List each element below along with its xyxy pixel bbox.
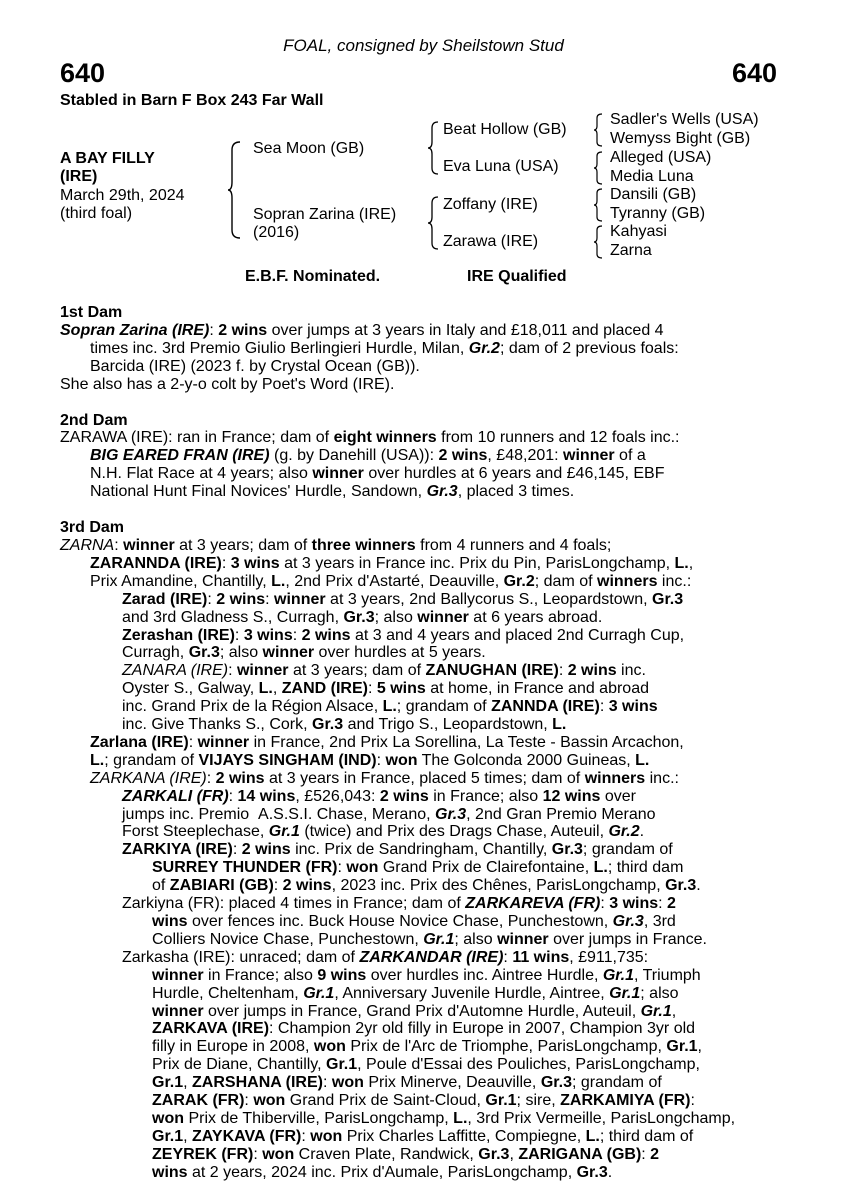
second-dam-entry: ZARAWA (IRE): ran in France; dam of eight winners from 10 runners and 12 foals inc.: [60,429,680,447]
sire-dam: Eva Luna (USA) [443,158,559,175]
dam-year: (2016) [253,224,300,241]
foal-note: (third foal) [60,205,133,222]
ds-brace [594,187,604,223]
dam-sire: Zoffany (IRE) [443,196,538,213]
pedigree-brace-main [228,140,242,240]
zarkiya-entry: ZARKIYA (IRE): 2 wins inc. Prix de Sandringham, Chantilly, Gr.3; grandam of SURREY THUNDER (FR): won Grand Prix de Clairefontaine, L.; third dam of ZABIARI (GB): 2 wins, 2023 inc. Prix des Chênes, ParisLongchamp, Gr.3. [122,841,701,895]
third-dam-entry: ZARNA: winner at 3 years; dam of three winners from 4 runners and 4 foals; [60,536,612,554]
horse-country: (IRE) [60,168,98,185]
lot-number-right: 640 [731,58,777,88]
dam: Sopran Zarina (IRE) [253,206,397,223]
ss-dam: Wemyss Bight (GB) [610,130,751,147]
ss-sire: Sadler's Wells (USA) [610,111,759,128]
zarlana-entry: Zarlana (IRE): winner in France, 2nd Prix La Sorellina, La Teste - Bassin Arcachon, L.; grandam of VIJAYS SINGHAM (IND): won The Golconda 2000 Guineas, L. [90,733,684,769]
consignor-line: FOAL, consigned by Sheilstown Stud [283,36,564,55]
dd-dam: Zarna [610,242,652,259]
foaling-date: March 29th, 2024 [60,187,185,204]
catalogue-page-body [60,304,785,1182]
second-dam-heading: 2nd Dam [60,411,128,429]
sire: Sea Moon (GB) [253,140,365,157]
dam-dam: Zarawa (IRE) [443,233,539,250]
first-dam-note: She also has a 2-y-o colt by Poet's Word (IRE). [60,375,395,393]
zarkasha-entry: Zarkasha (IRE): unraced; dam of ZARKANDAR (IRE): 11 wins, £911,735: winner in France; also 9 wins over hurdles inc. Aintree Hurdle, Gr.1, Triumph Hurdle, Cheltenham, Gr.1, Anniversary Juvenile Hurdle, Aintree, Gr.1; also winner over jumps in France, Grand Prix d'Automne Hurdle, Auteuil, Gr.1, ZARKAVA (IRE): Champion 2yr old filly in Europe in 2007, Champion 3yr old filly in Europe in 2008, won Prix de l'Arc de Triomphe, ParisLongchamp, Gr.1, Prix de Diane, Chantilly, Gr.1, Poule d'Essai des Pouliches, ParisLongchamp, Gr.1, ZARSHANA (IRE): won Prix Minerve, Deauville, Gr.3; grandam of ZARAK (FR): won Grand Prix de Saint-Cloud, Gr.1; sire, ZARKAMIYA (FR): won Prix de Thiberville, ParisLongchamp, L., 3rd Prix Vermeille, ParisLongchamp, Gr.1, ZAYKAVA (FR): won Prix Charles Laffitte, Compiegne, L.; third dam of ZEYREK (FR): won Craven Plate, Randwick, Gr.3, ZARIGANA (GB): 2 wins at 2 years, 2024 inc. Prix d'Aumale, ParisLongchamp, Gr.3. [122,948,736,1181]
zanara-entry: ZANARA (IRE): winner at 3 years; dam of ZANUGHAN (IRE): 2 wins inc. Oyster S., Galway, L., ZAND (IRE): 5 wins at home, in France and abroad inc. Grand Prix de la Région Alsace, L.; grandam of ZANNDA (IRE): 3 wins inc. Give Thanks S., Cork, Gr.3 and Trigo S., Leopardstown, L. [122,662,658,734]
zarkali-entry: ZARKALI (FR): 14 wins, £526,043: 2 wins in France; also 12 wins over jumps inc. Premio A.S.S.I. Chase, Merano, Gr.3, 2nd Gran Premio Merano Forst Steeplechase, Gr.1 (twice) and Prix des Drags Chase, Auteuil, Gr.2. [122,787,656,841]
ds-sire: Dansili (GB) [610,186,697,203]
zarkiyna-entry: Zarkiyna (FR): placed 4 times in France; dam of ZARKAREVA (FR): 3 wins: 2 wins over fences inc. Buck House Novice Chase, Punchestown, Gr.3, 3rd Colliers Novice Chase, Punchestown, Gr.1; also winner over jumps in France. [122,895,707,948]
zarad-entry: Zarad (IRE): 2 wins: winner at 3 years, 2nd Ballycorus S., Leopardstown, Gr.3 and 3rd Gladness S., Curragh, Gr.3; also winner at 6 years abroad. [122,590,684,626]
stabling-location: Stabled in Barn F Box 243 Far Wall [60,92,324,109]
big-eared-fran-entry: BIG EARED FRAN (IRE) (g. by Danehill (USA)): 2 wins, £48,201: winner of a N.H. Flat Race at 4 years; also winner over hurdles at 6 years and £46,145, EBF National Hunt Final Novices' Hurdle, Sandown, Gr.3, placed 3 times. [90,447,665,501]
ebf-nominated: E.B.F. Nominated. [245,268,381,285]
dam-brace [428,195,440,251]
zarannda-entry: ZARANNDA (IRE): 3 wins at 3 years in France inc. Prix du Pin, ParisLongchamp, L., Prix Amandine, Chantilly, L., 2nd Prix d'Astarté, Deauville, Gr.2; dam of winners inc.: [90,554,694,590]
dd-sire: Kahyasi [610,223,667,240]
ire-qualified: IRE Qualified [467,268,567,285]
sd-brace [594,150,604,186]
sd-sire: Alleged (USA) [610,149,712,166]
lot-number-left: 640 [60,58,106,88]
horse-name: A BAY FILLY [60,150,155,167]
third-dam-heading: 3rd Dam [60,519,125,537]
sire-sire: Beat Hollow (GB) [443,121,567,138]
first-dam-entry: Sopran Zarina (IRE): 2 wins over jumps at 3 years in Italy and £18,011 and placed 4 times inc. 3rd Premio Giulio Berlingieri Hurdle, Milan, Gr.2; dam of 2 previous foals: Barcida (IRE) (2023 f. by Crystal Ocean (GB)). [60,321,679,375]
first-dam-heading: 1st Dam [60,304,123,321]
dd-brace [594,224,604,260]
ds-dam: Tyranny (GB) [610,205,706,222]
zarkana-entry: ZARKANA (IRE): 2 wins at 3 years in France, placed 5 times; dam of winners inc.: [90,769,679,787]
sd-dam: Media Luna [610,168,694,185]
sire-brace [428,120,440,176]
zerashan-entry: Zerashan (IRE): 3 wins: 2 wins at 3 and 4 years and placed 2nd Curragh Cup, Curragh, Gr.3; also winner over hurdles at 5 years. [122,626,685,662]
ss-brace [594,112,604,148]
